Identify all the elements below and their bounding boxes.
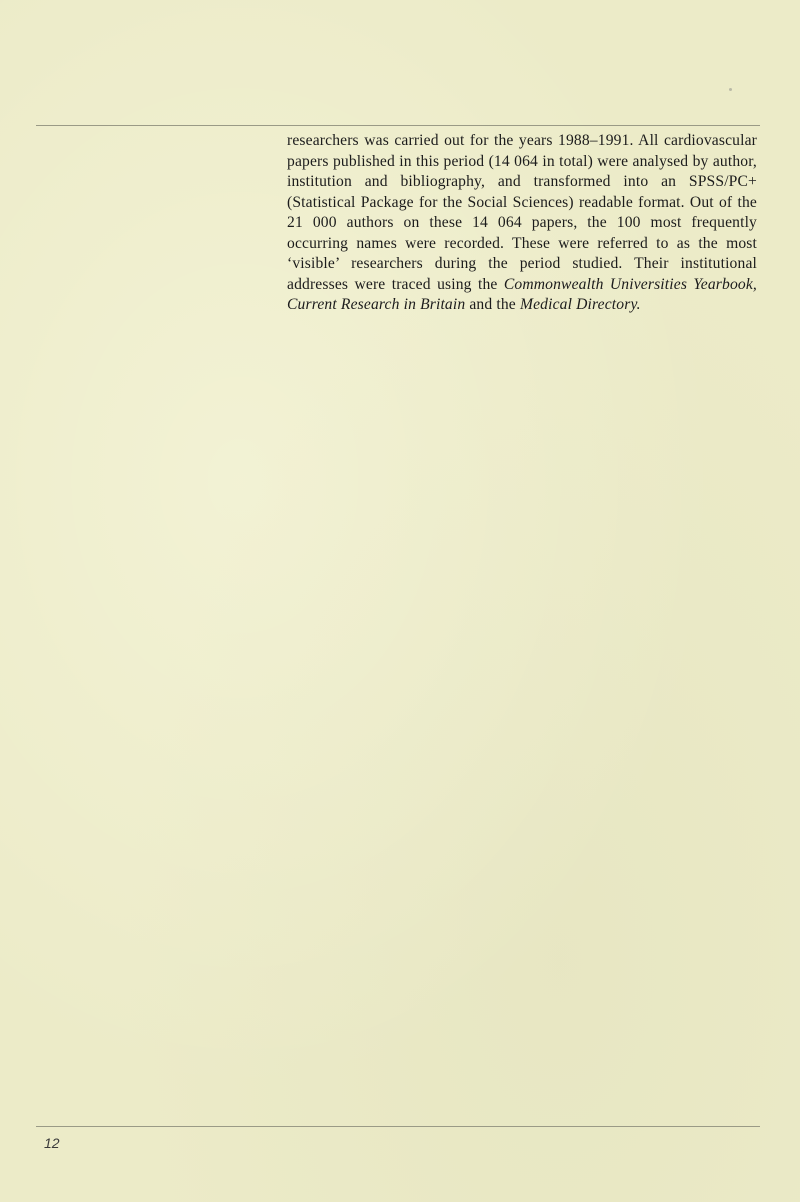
bottom-rule	[36, 1126, 760, 1127]
page-number: 12	[44, 1135, 60, 1151]
paper-speck	[729, 88, 732, 91]
medical-directory-italic: Medical Directory.	[519, 296, 641, 313]
paragraph-text-conjunction: and the	[465, 296, 520, 313]
paragraph-text-start: researchers was carried out for the years 1988–1991. All cardiovascular papers published in this period (14 064 in total) were analysed by author, institution and bibliography, and transformed into an SPSS/PC+ (Statistical Package for the Social Sciences) readable format. Out of the 21 000 authors on these 14 064 papers, the 100 most frequently occurring names were recorded. These were referred to as the most ‘visible’ researchers during the period studied. Their institutional addresses were traced using the	[287, 132, 757, 293]
body-paragraph	[287, 131, 757, 316]
top-rule	[36, 125, 760, 126]
sources-italic: Commonwealth Universities Yearbook, Current Research in Britain	[287, 275, 757, 313]
